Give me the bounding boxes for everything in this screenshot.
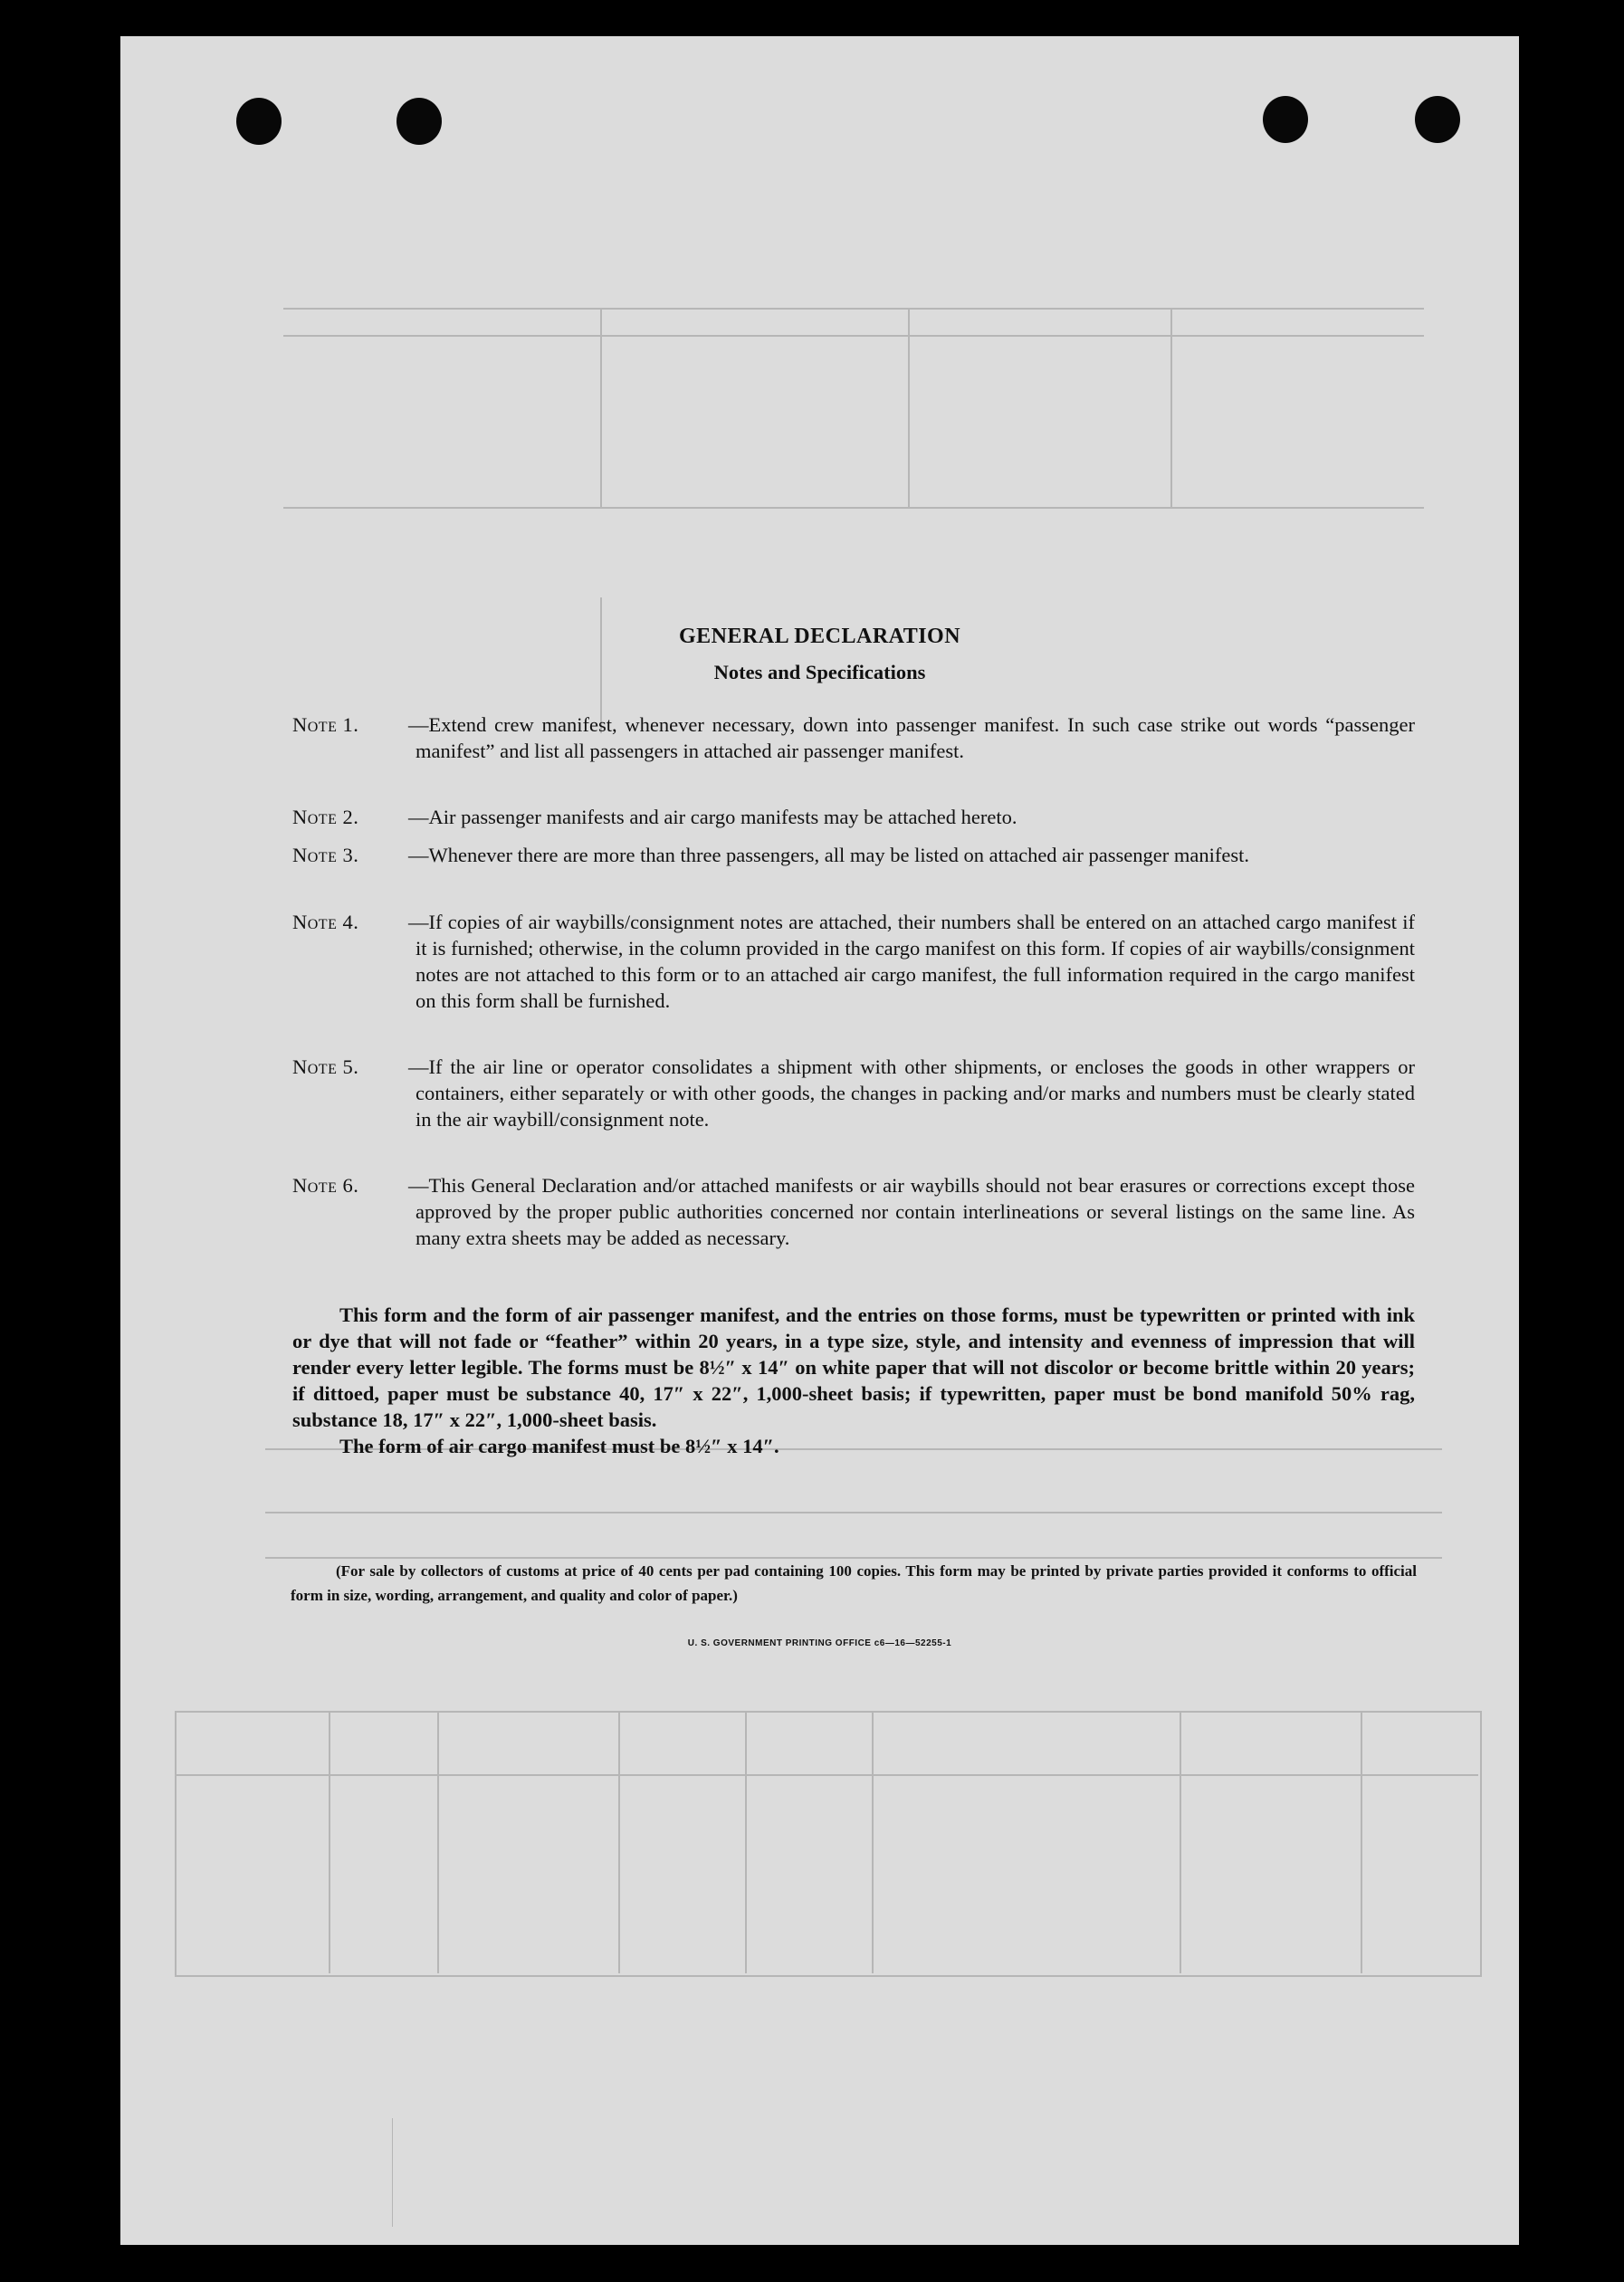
sale-note: (For sale by collectors of customs at price of 40 cents per pad containing 100 copies. This form may be printed by private parties provided it conforms to official form in size, wording, arrangement, and quality and color of paper.)	[291, 1562, 1417, 1604]
form-specification-paragraph	[292, 1302, 1415, 1459]
page-title: GENERAL DECLARATION	[678, 625, 961, 648]
cargo-manifest-size-text: The form of air cargo manifest must be 8½″ x 14″.	[339, 1435, 779, 1457]
note-text: —Extend crew manifest, whenever necessary, down into passenger manifest. In such case strike out words “passenger manifest” and list all passengers in attached air passenger manifest.	[408, 713, 1415, 762]
note-label: Note 6.	[292, 1174, 359, 1197]
punch-hole	[1415, 96, 1460, 143]
punch-hole	[396, 98, 442, 145]
printer-imprint: U. S. GOVERNMENT PRINTING OFFICE c6—16—52255-1	[687, 1638, 952, 1648]
note-text: —Air passenger manifests and air cargo manifests may be attached hereto.	[408, 806, 1017, 828]
note-3	[292, 842, 1415, 868]
note-label: Note 4.	[292, 911, 359, 933]
note-2	[292, 804, 1415, 830]
note-label: Note 3.	[292, 844, 359, 866]
punch-hole	[1263, 96, 1308, 143]
note-label: Note 5.	[292, 1055, 359, 1078]
note-5	[292, 1054, 1415, 1132]
note-label: Note 1.	[292, 713, 359, 736]
document-page	[120, 36, 1519, 2245]
page-subtitle: Notes and Specifications	[713, 661, 926, 683]
form-specification-text: This form and the form of air passenger manifest, and the entries on those forms, must be typewritten or printed with ink or dye that will not fade or “feather” within 20 years, in a type size, style, and intensity and evenness of impression that will render every letter legible. The forms must be 8½″ x 14″ on white paper that will not discolor or become brittle within 20 years; if dittoed, paper must be substance 40, 17″ x 22″, 1,000-sheet basis; if typewritten, paper must be bond manifold 50% rag, substance 18, 17″ x 22″, 1,000-sheet basis.	[292, 1303, 1415, 1431]
note-4	[292, 909, 1415, 1014]
note-1	[292, 711, 1415, 764]
note-6	[292, 1172, 1415, 1251]
note-text: —If copies of air waybills/consignment notes are attached, their numbers shall be entered on an attached cargo manifest if it is furnished; otherwise, in the column provided in the cargo manifest on this form. If copies of air waybills/consignment notes are not attached to this form or to an attached air cargo manifest, the full information required in the cargo manifest on this form shall be furnished.	[408, 911, 1415, 1012]
note-text: —If the air line or operator consolidates a shipment with other shipments, or encloses the goods in other wrappers or containers, either separately or with other goods, the changes in packing and/or marks and numbers must be clearly stated in the air waybill/consignment note.	[408, 1055, 1415, 1131]
note-text: —Whenever there are more than three passengers, all may be listed on attached air passenger manifest.	[408, 844, 1249, 866]
punch-hole	[236, 98, 282, 145]
note-label: Note 2.	[292, 806, 359, 828]
bleed-through-reverse-side	[120, 36, 1519, 2245]
note-text: —This General Declaration and/or attached manifests or air waybills should not bear erasures or corrections except those approved by the proper public authorities concerned nor contain interlineations or several listings on the same line. As many extra sheets may be added as necessary.	[408, 1174, 1415, 1249]
